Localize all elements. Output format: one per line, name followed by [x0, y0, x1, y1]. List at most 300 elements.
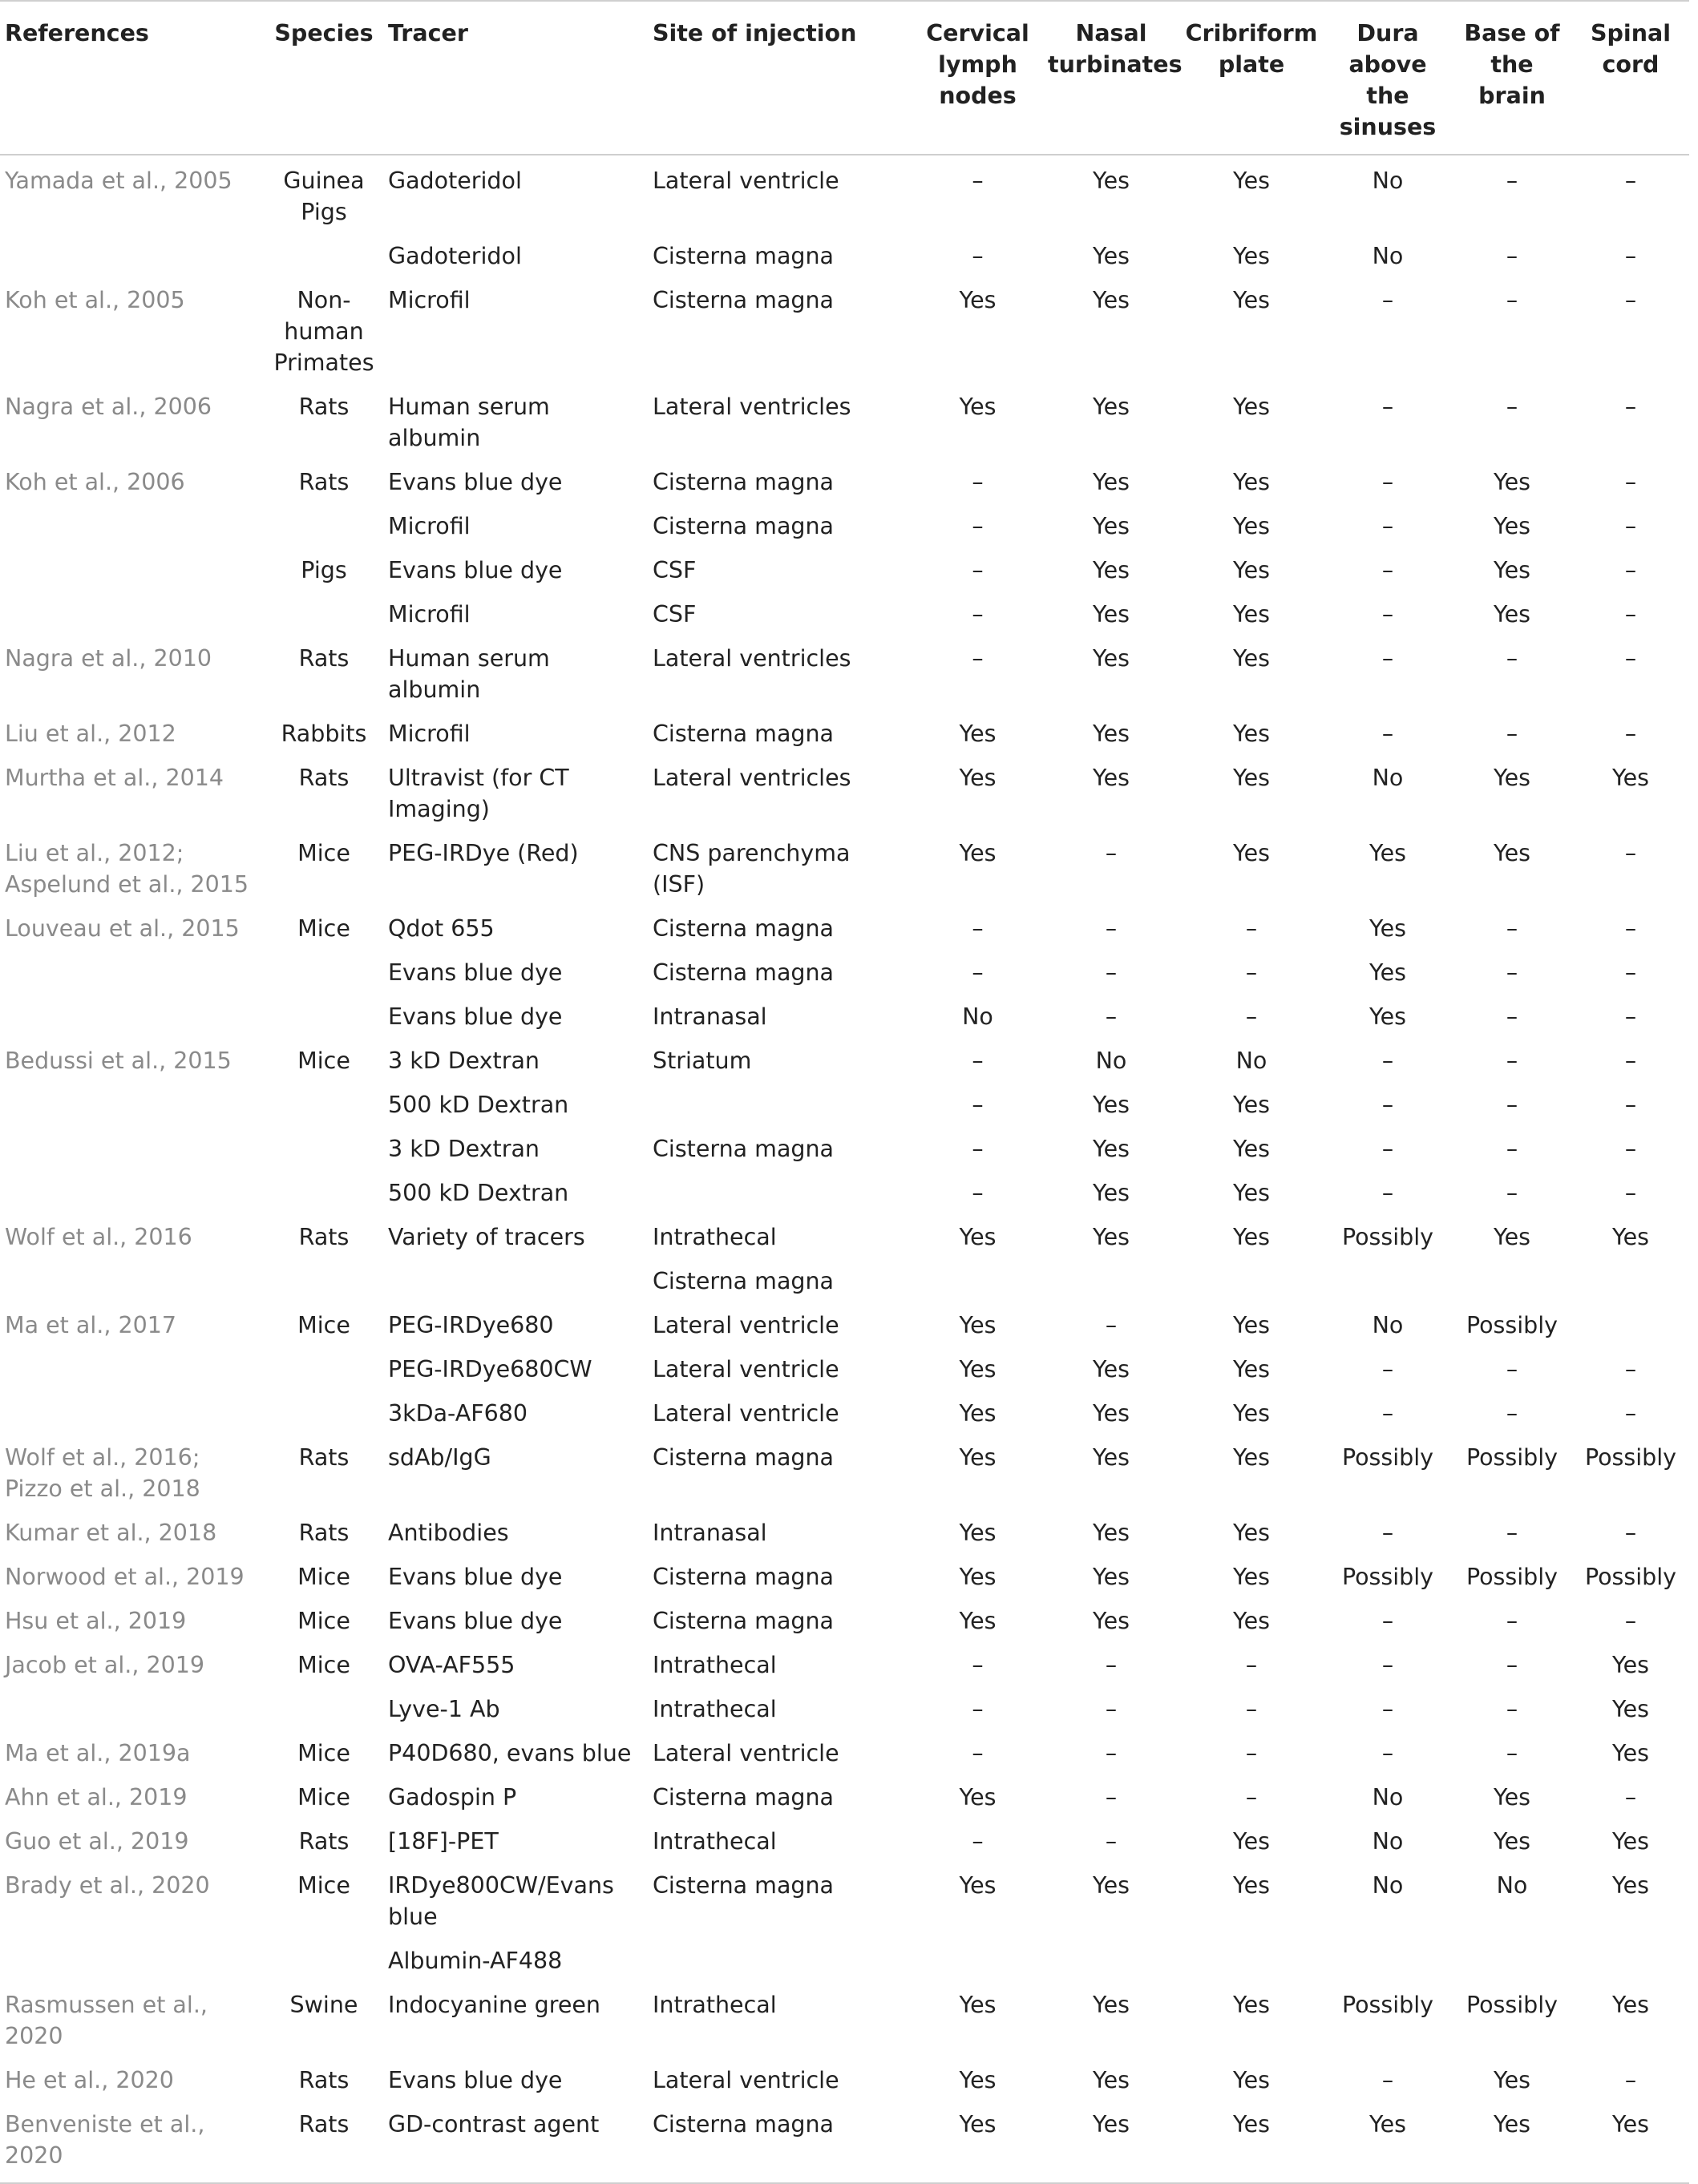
table-row [0, 831, 1689, 906]
cell-site: CSF [653, 557, 697, 583]
cell-ref: Wolf et al., 2016 [5, 1224, 192, 1250]
cell-nt: Yes [1092, 1136, 1130, 1162]
cell-spinal: – [1624, 1400, 1637, 1427]
cell-base: – [1506, 168, 1518, 194]
cell-tracer: Variety of tracers [388, 1224, 585, 1250]
cell-nt: – [1105, 1696, 1118, 1722]
cell-base: – [1506, 287, 1518, 313]
cell-spinal: – [1624, 287, 1637, 313]
table-row [0, 1863, 1689, 1939]
cell-base: – [1506, 915, 1518, 942]
cell-cln: Yes [959, 1608, 997, 1634]
cell-ref [0, 592, 265, 636]
table-row [0, 2058, 1689, 2102]
header-row [0, 1, 1689, 155]
cell-cp: – [1245, 959, 1258, 986]
cell-cln: Yes [959, 2067, 997, 2093]
cell-cln: – [972, 1180, 984, 1206]
cell-cln: – [972, 168, 984, 194]
cell-site: Striatum [653, 1048, 752, 1074]
cell-spinal: – [1624, 2067, 1637, 2093]
cell-cp: Yes [1232, 1092, 1270, 1118]
cell-cp: Yes [1232, 1312, 1270, 1338]
cell-dura: – [1381, 1400, 1394, 1427]
cell-cln: Yes [959, 394, 997, 420]
cell-base: – [1506, 1048, 1518, 1074]
cell-site: Cisterna magna [653, 959, 835, 986]
cell-cp: Yes [1232, 645, 1270, 672]
cell-base: Yes [1493, 840, 1530, 866]
cell-tracer: Qdot 655 [388, 915, 495, 942]
cell-cln: – [972, 1136, 984, 1162]
cell-base: – [1506, 1180, 1518, 1206]
cell-tracer [383, 1259, 648, 1303]
cell-species: Rats [298, 645, 350, 672]
cell-tracer: sdAb/IgG [388, 1444, 491, 1471]
cell-dura: – [1381, 1520, 1394, 1546]
cell-tracer: OVA-AF555 [388, 1652, 515, 1678]
cell-nt: Yes [1092, 765, 1130, 791]
cell-site: Lateral ventricle [653, 1400, 839, 1427]
cell-site: Cisterna magna [653, 1444, 835, 1471]
cell-cln: – [972, 243, 984, 269]
cell-cp: Yes [1232, 1992, 1270, 2018]
cell-base: Yes [1493, 1784, 1530, 1811]
cell-ref: Benveniste et al., 2020 [0, 2102, 265, 2183]
cell-cln: Yes [959, 1356, 997, 1383]
cell-species [265, 592, 383, 636]
cell-site: Intranasal [653, 1003, 767, 1030]
cell-cln: – [972, 915, 984, 942]
cell-site: Cisterna magna [653, 1784, 835, 1811]
cell-cln: Yes [959, 1520, 997, 1546]
cell-nt: Yes [1092, 1224, 1130, 1250]
cell-tracer: Evans blue dye [388, 959, 563, 986]
column-header-ref: References [0, 1, 265, 155]
cell-species: Rats [298, 765, 350, 791]
cell-tracer: Evans blue dye [388, 2067, 563, 2093]
cell-dura: – [1381, 1092, 1394, 1118]
cell-spinal [1572, 1259, 1689, 1303]
cell-ref: Brady et al., 2020 [5, 1872, 210, 1899]
column-header-nt: Nasal turbinates [1043, 1, 1179, 155]
cell-dura: Yes [1369, 840, 1406, 866]
table-row [0, 1435, 1689, 1511]
cell-dura: Possibly [1341, 1444, 1434, 1471]
cell-ref [0, 951, 265, 995]
cell-tracer: 3 kD Dextran [388, 1136, 540, 1162]
column-header-cp: Cribriform plate [1179, 1, 1324, 155]
cell-species [265, 1687, 383, 1731]
cell-nt: Yes [1092, 168, 1130, 194]
cell-base: Possibly [1466, 1992, 1559, 2018]
cell-spinal: Yes [1611, 1872, 1649, 1899]
cell-nt: Yes [1092, 645, 1130, 672]
cell-cp: – [1245, 1740, 1258, 1766]
cell-nt: Yes [1092, 1444, 1130, 1471]
table-row [0, 1127, 1689, 1171]
table-row [0, 1643, 1689, 1687]
cell-dura: – [1381, 645, 1394, 672]
table-row [0, 951, 1689, 995]
cell-ref: Liu et al., 2012 [5, 721, 176, 747]
cell-site: Intrathecal [653, 1828, 777, 1855]
cell-base: – [1506, 1520, 1518, 1546]
table-row [0, 995, 1689, 1039]
cell-species [265, 1939, 383, 1983]
cell-ref [0, 1347, 265, 1391]
cell-site: Cisterna magna [648, 2102, 912, 2183]
cell-species: Mice [297, 1608, 350, 1634]
cell-ref [0, 1083, 265, 1127]
cell-spinal: – [1624, 1003, 1637, 1030]
cell-spinal: – [1624, 1136, 1637, 1162]
cell-cp: Yes [1232, 840, 1270, 866]
cell-dura [1324, 1259, 1452, 1303]
cell-base: – [1506, 243, 1518, 269]
cell-tracer: Human serum albumin [388, 645, 550, 703]
cell-nt: Yes [1092, 1608, 1130, 1634]
cell-ref [0, 1127, 265, 1171]
cell-base: Yes [1493, 1224, 1530, 1250]
cell-site: Cisterna magna [653, 513, 835, 539]
cell-species: Guinea Pigs [283, 168, 365, 225]
cell-cln: Yes [912, 2102, 1043, 2183]
cell-species: Mice [297, 840, 350, 866]
cell-spinal: Possibly [1584, 1564, 1677, 1590]
table-row [0, 1555, 1689, 1599]
cell-cln: Yes [959, 721, 997, 747]
cell-cln: Yes [959, 840, 997, 866]
table-row [0, 1819, 1689, 1863]
cell-ref: Hsu et al., 2019 [5, 1608, 187, 1634]
cell-base: Yes [1493, 765, 1530, 791]
cell-cln: Yes [959, 1400, 997, 1427]
cell-base: Yes [1493, 469, 1530, 495]
column-header-spinal: Spinal cord [1572, 1, 1689, 155]
cell-species: Rats [298, 394, 350, 420]
cell-dura: No [1372, 1872, 1404, 1899]
cell-species: Rabbits [281, 721, 367, 747]
cell-base: Yes [1493, 513, 1530, 539]
cell-tracer: Evans blue dye [388, 1003, 563, 1030]
cell-base [1452, 1939, 1572, 1983]
table-row [0, 636, 1689, 712]
table-row [0, 1939, 1689, 1983]
cell-site: Intrathecal [653, 1992, 777, 2018]
cell-ref: Guo et al., 2019 [5, 1828, 189, 1855]
cell-cp: Yes [1232, 1224, 1270, 1250]
cell-ref: Wolf et al., 2016; Pizzo et al., 2018 [5, 1444, 200, 1502]
cell-cp: Yes [1232, 1444, 1270, 1471]
cell-cp: Yes [1232, 1564, 1270, 1590]
cell-dura: No [1372, 1784, 1404, 1811]
cell-cp: – [1245, 1652, 1258, 1678]
cell-ref: Koh et al., 2005 [5, 287, 185, 313]
cell-dura: Possibly [1341, 1224, 1434, 1250]
cell-base: – [1506, 721, 1518, 747]
cell-cln: – [972, 1652, 984, 1678]
cell-cp: Yes [1232, 1136, 1270, 1162]
cell-species [265, 1083, 383, 1127]
cell-spinal: Yes [1611, 765, 1649, 791]
table-row [0, 592, 1689, 636]
cell-spinal: – [1624, 1356, 1637, 1383]
cell-cln: – [972, 1740, 984, 1766]
cell-nt: Yes [1092, 1400, 1130, 1427]
cell-tracer: Lyve-1 Ab [388, 1696, 500, 1722]
cell-ref: Kumar et al., 2018 [5, 1520, 217, 1546]
cell-site: Intranasal [653, 1520, 767, 1546]
cell-species: Mice [297, 1784, 350, 1811]
cell-cp: Yes [1232, 2067, 1270, 2093]
cell-spinal: – [1624, 1784, 1637, 1811]
cell-cln: Yes [959, 1224, 997, 1250]
cell-cp [1179, 1939, 1324, 1983]
cell-cln: Yes [959, 1312, 997, 1338]
cell-species [265, 1347, 383, 1391]
cell-species: Mice [297, 915, 350, 942]
column-header-species: Species [265, 1, 383, 155]
cell-cln: – [972, 1696, 984, 1722]
cell-species [265, 1171, 383, 1215]
cell-species [265, 504, 383, 548]
cell-site: Cisterna magna [653, 1268, 835, 1294]
cell-species: Mice [297, 1048, 350, 1074]
cell-nt: – [1105, 1652, 1118, 1678]
cell-spinal: – [1624, 645, 1637, 672]
table-row [0, 1599, 1689, 1643]
cell-base: – [1506, 645, 1518, 672]
cell-ref [0, 1259, 265, 1303]
cell-species: Rats [298, 2067, 350, 2093]
table-row [0, 906, 1689, 951]
cell-cln: Yes [959, 1564, 997, 1590]
cell-tracer: 3kDa-AF680 [388, 1400, 528, 1427]
cell-cp: Yes [1232, 287, 1270, 313]
cell-spinal: Yes [1572, 2102, 1689, 2183]
cell-site: Cisterna magna [653, 243, 835, 269]
cell-site [648, 1939, 912, 1983]
table-row [0, 234, 1689, 278]
cell-spinal: Yes [1611, 1224, 1649, 1250]
cell-site [648, 1171, 912, 1215]
cell-base: – [1506, 1400, 1518, 1427]
cell-base: Yes [1452, 2102, 1572, 2183]
cell-tracer: Gadospin P [388, 1784, 517, 1811]
cell-ref [0, 1391, 265, 1435]
cell-cln: – [972, 557, 984, 583]
cell-cln: – [972, 1048, 984, 1074]
cell-species: Rats [298, 1224, 350, 1250]
cell-spinal: – [1624, 1520, 1637, 1546]
cell-dura [1324, 1939, 1452, 1983]
cell-spinal: Yes [1611, 1652, 1649, 1678]
cell-nt: Yes [1092, 243, 1130, 269]
cell-base: – [1506, 1136, 1518, 1162]
cell-ref [0, 995, 265, 1039]
cell-site: Intrathecal [653, 1652, 777, 1678]
cell-spinal: – [1624, 601, 1637, 628]
cell-ref [0, 1939, 265, 1983]
cell-dura: – [1381, 287, 1394, 313]
cell-ref: Norwood et al., 2019 [5, 1564, 245, 1590]
cell-nt: – [1105, 1784, 1118, 1811]
cell-nt: Yes [1092, 1520, 1130, 1546]
cell-spinal [1572, 1939, 1689, 1983]
cell-dura: – [1381, 513, 1394, 539]
table-row [0, 1215, 1689, 1259]
cell-ref: Koh et al., 2006 [5, 469, 185, 495]
cell-base: Yes [1493, 601, 1530, 628]
cell-cln: Yes [959, 1444, 997, 1471]
cell-ref: Ma et al., 2017 [5, 1312, 176, 1338]
table-row [0, 278, 1689, 385]
cell-species [265, 1391, 383, 1435]
cell-cp: – [1245, 1003, 1258, 1030]
cell-cp: Yes [1232, 557, 1270, 583]
cell-ref: Rasmussen et al., 2020 [5, 1992, 208, 2049]
cell-species: Swine [289, 1992, 358, 2018]
column-header-cln: Cervical lymph nodes [912, 1, 1043, 155]
cell-cp: Yes [1232, 394, 1270, 420]
cell-nt [1043, 1259, 1179, 1303]
table-row [0, 1039, 1689, 1083]
cell-base [1452, 1259, 1572, 1303]
cell-spinal: Yes [1611, 1740, 1649, 1766]
cell-tracer: PEG-IRDye (Red) [388, 840, 579, 866]
cell-dura: – [1381, 557, 1394, 583]
cell-nt: – [1105, 840, 1118, 866]
cell-spinal: – [1624, 513, 1637, 539]
cell-site: Cisterna magna [653, 721, 835, 747]
table-row [0, 1983, 1689, 2058]
cell-tracer: Antibodies [388, 1520, 509, 1546]
cell-nt: – [1105, 1828, 1118, 1855]
cell-spinal: – [1624, 557, 1637, 583]
cell-dura: – [1381, 1608, 1394, 1634]
cell-cln: Yes [959, 1872, 997, 1899]
cell-site: CSF [653, 601, 697, 628]
cell-nt: Yes [1043, 2102, 1179, 2183]
table-row [0, 1083, 1689, 1127]
table-row [0, 756, 1689, 831]
cell-cp: Yes [1232, 1828, 1270, 1855]
cell-species: Rats [298, 1444, 350, 1471]
cell-dura: – [1381, 1180, 1394, 1206]
cell-base: – [1506, 394, 1518, 420]
cell-tracer: Microfil [388, 601, 471, 628]
cell-dura: Yes [1369, 915, 1406, 942]
cell-tracer: Ultravist (for CT Imaging) [388, 765, 569, 822]
table-row [0, 1731, 1689, 1775]
table-body [0, 155, 1689, 2183]
cell-dura: – [1381, 1356, 1394, 1383]
table-row [0, 504, 1689, 548]
cell-base: – [1506, 1652, 1518, 1678]
cell-site: Cisterna magna [653, 1136, 835, 1162]
cell-base: Yes [1493, 1828, 1530, 1855]
cell-site: Lateral ventricle [653, 1740, 839, 1766]
cell-species: Pigs [301, 557, 347, 583]
cell-nt: No [1095, 1048, 1127, 1074]
cell-ref: Nagra et al., 2010 [5, 645, 212, 672]
cell-nt: Yes [1092, 1180, 1130, 1206]
cell-tracer: Evans blue dye [388, 1564, 563, 1590]
cell-nt [1043, 1939, 1179, 1983]
cell-base: – [1506, 959, 1518, 986]
cell-nt: – [1105, 1312, 1118, 1338]
cell-species: Rats [298, 1828, 350, 1855]
cell-nt: – [1105, 1003, 1118, 1030]
cell-base: – [1506, 1608, 1518, 1634]
cell-nt: Yes [1092, 601, 1130, 628]
cell-cln [912, 1259, 1043, 1303]
cell-spinal: Yes [1611, 1696, 1649, 1722]
cell-spinal: Yes [1611, 1828, 1649, 1855]
table-row [0, 2102, 1689, 2183]
cell-site: Lateral ventricles [653, 394, 851, 420]
table-row [0, 1171, 1689, 1215]
cell-spinal: – [1624, 840, 1637, 866]
cell-tracer: Indocyanine green [388, 1992, 600, 2018]
cell-ref: He et al., 2020 [5, 2067, 174, 2093]
cell-site: Lateral ventricle [653, 1312, 839, 1338]
cell-site: Cisterna magna [653, 1872, 835, 1899]
cell-nt: Yes [1092, 287, 1130, 313]
table-row [0, 1259, 1689, 1303]
cell-tracer: Gadoteridol [388, 168, 522, 194]
cell-cln: Yes [959, 1992, 997, 2018]
cell-cln: Yes [959, 765, 997, 791]
cell-dura: – [1381, 469, 1394, 495]
cell-cln: – [972, 601, 984, 628]
cell-cp: Yes [1232, 1180, 1270, 1206]
cell-cp: Yes [1232, 1400, 1270, 1427]
table-row [0, 155, 1689, 234]
cell-spinal: – [1624, 721, 1637, 747]
cell-cp: Yes [1232, 1356, 1270, 1383]
cell-cp: Yes [1232, 1520, 1270, 1546]
cell-tracer: Microfil [388, 721, 471, 747]
cell-cln: Yes [959, 287, 997, 313]
cell-species [265, 234, 383, 278]
table-row [0, 1687, 1689, 1731]
cell-species: Non-human Primates [273, 287, 374, 376]
cell-ref [0, 548, 265, 592]
cell-cp: Yes [1179, 2102, 1324, 2183]
cell-cln: – [972, 469, 984, 495]
table-row [0, 1775, 1689, 1819]
cell-site: Cisterna magna [653, 1608, 835, 1634]
cell-dura: – [1381, 1136, 1394, 1162]
cell-site: Cisterna magna [653, 1564, 835, 1590]
cell-spinal: – [1624, 1048, 1637, 1074]
cell-nt: Yes [1092, 557, 1130, 583]
cell-species [265, 951, 383, 995]
cell-site: Intrathecal [653, 1696, 777, 1722]
cell-cp: Yes [1232, 513, 1270, 539]
cell-tracer: PEG-IRDye680 [388, 1312, 554, 1338]
cell-species [265, 1127, 383, 1171]
cell-dura: No [1372, 1312, 1404, 1338]
cell-spinal: Possibly [1584, 1444, 1677, 1471]
cell-ref: Yamada et al., 2005 [5, 168, 232, 194]
cell-base: – [1506, 1740, 1518, 1766]
cell-dura: No [1372, 1828, 1404, 1855]
cell-cp: – [1245, 1696, 1258, 1722]
cell-cp: – [1245, 1784, 1258, 1811]
